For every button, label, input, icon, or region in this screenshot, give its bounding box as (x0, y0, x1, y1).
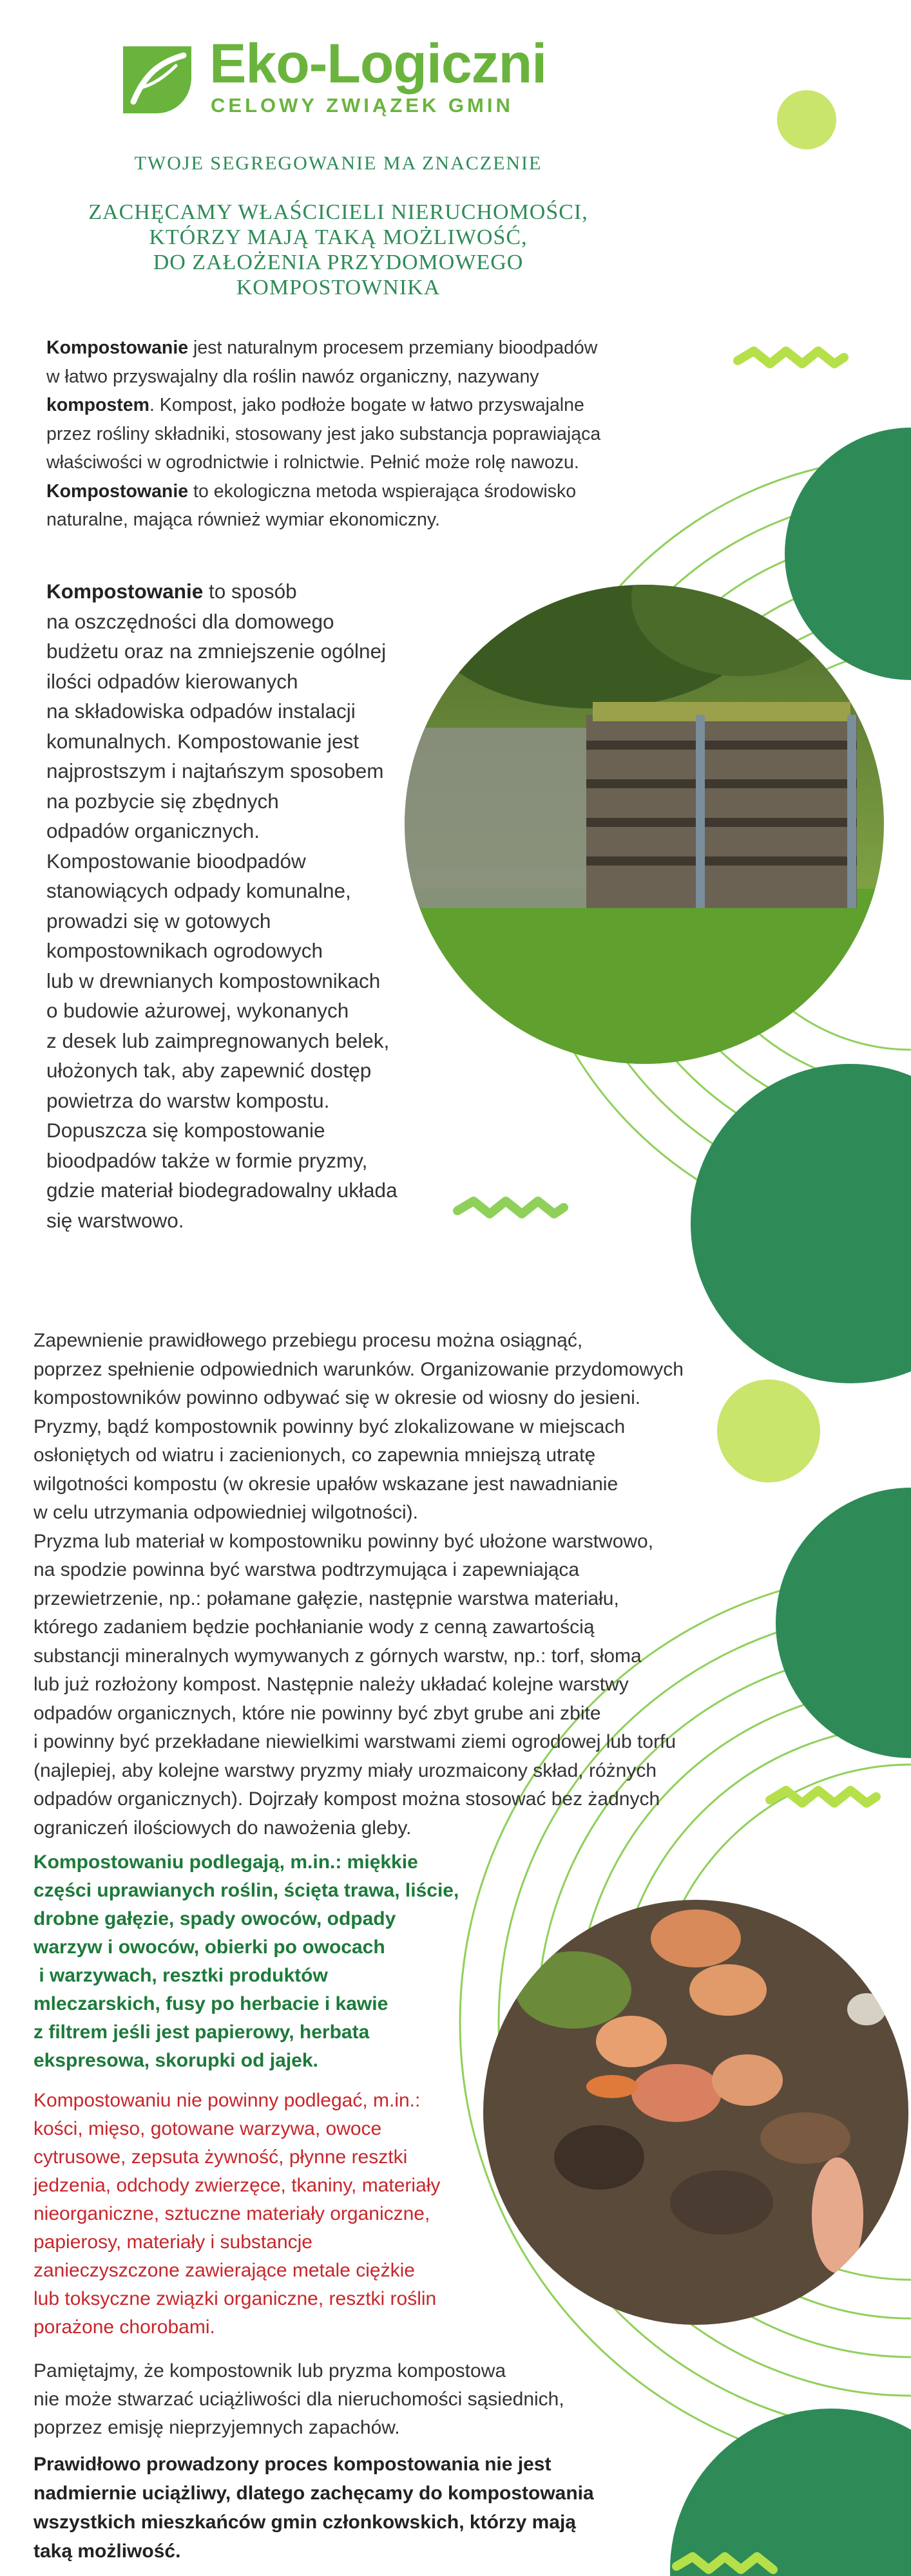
text-line: (najlepiej, aby kolejne warstwy pryzmy miały urozmaicony skład, różnych (34, 1759, 657, 1781)
text-line: Kompostowanie to sposób (46, 580, 297, 603)
bold-term: Kompostowanie (46, 337, 189, 358)
text-line: Pryzma lub materiał w kompostowniku powinny być ułożone warstwowo, (34, 1530, 654, 1552)
text-line: gdzie materiał biodegradowalny układa (46, 1179, 398, 1202)
text-line: nieorganiczne, sztuczne materiały organiczne, (34, 2203, 430, 2224)
text-line: na spodzie powinna być warstwa podtrzymująca i zapewniająca (34, 1559, 580, 1580)
text-line: lub już rozłożony kompost. Następnie należy układać kolejne warstwy (34, 1674, 629, 1695)
text-line: taką możliwość. (34, 2541, 181, 2562)
bold-term: Kompostowanie (46, 480, 189, 502)
text-line: w celu utrzymania odpowiedniej wilgotności). (34, 1502, 418, 1523)
text-line: komunalnych. Kompostowanie jest (46, 729, 360, 753)
headline-line: ZACHĘCAMY WŁAŚCICIELI NIERUCHOMOŚCI, (88, 200, 588, 224)
text-line: kompostem. Kompost, jako podłoże bogate w łatwo przyswajalne (46, 395, 584, 415)
text-line: wszystkich mieszkańców gmin członkowskich, którzy mają (34, 2512, 576, 2533)
text-line: ułożonych tak, aby zapewnić dostęp (46, 1059, 372, 1082)
green-disc-bottom (670, 2409, 911, 2576)
text-line: wilgotności kompostu (w okresie upałów wskazane jest nawadnianie (34, 1473, 619, 1495)
text-line: Kompostowanie bioodpadów (46, 849, 306, 873)
text-line: na oszczędności dla domowego (46, 609, 334, 633)
lime-dot-bottom (717, 1379, 820, 1482)
text-line: i warzywach, resztki produktów (34, 1965, 328, 1986)
text-line: kompostowników powinno odbywać się w okresie od wiosny do jesieni. (34, 1387, 641, 1408)
text-line: drobne gałęzie, spady owoców, odpady (34, 1908, 396, 1929)
green-disc-mid (691, 1064, 911, 1383)
text-line: z filtrem jeśli jest papierowy, herbata (34, 2022, 370, 2043)
lime-dot-top (777, 90, 836, 149)
text-line: zanieczyszczone zawierające metale ciężkie (34, 2260, 415, 2281)
text-line: Kompostowanie jest naturalnym procesem przemiany bioodpadów (46, 337, 598, 358)
text-line: ekspresowa, skorupki od jajek. (34, 2050, 318, 2071)
text-line: Kompostowaniu podlegają, m.in.: miękkie (34, 1852, 418, 1873)
text-line: stanowiących odpady komunalne, (46, 879, 351, 902)
text-line: przewietrzenie, np.: połamane gałęzie, następnie warstwa materiału, (34, 1587, 619, 1609)
text-line: cytrusowe, zepsuta żywność, płynne resztki (34, 2146, 408, 2168)
text-line: Pryzmy, bądź kompostownik powinny być zlokalizowane w miejscach (34, 1416, 626, 1437)
text-line: odpadów organicznych, które nie powinny być zbyt grube ani zbite (34, 1702, 601, 1724)
text-line: w łatwo przyswajalny dla roślin nawóz organiczny, nazywany (46, 366, 539, 387)
text-line: mleczarskich, fusy po herbacie i kawie (34, 1993, 388, 2014)
reminder-paragraph (34, 2357, 564, 2442)
text-line: najprostszym i najtańszym sposobem (46, 759, 384, 782)
intro-paragraph (46, 334, 600, 535)
allowed-waste-list (34, 1848, 459, 2075)
green-disc-lower (776, 1488, 911, 1758)
text-line: jedzenia, odchody zwierzęce, tkaniny, materiały (34, 2175, 441, 2196)
zigzag-top (738, 351, 844, 364)
text-line: kompostownikach ogrodowych (46, 939, 323, 962)
text-line: porażone chorobami. (34, 2316, 215, 2338)
text-line: odpadów organicznych). Dojrzały kompost można stosować bez żadnych (34, 1788, 660, 1810)
savings-paragraph (46, 576, 398, 1235)
text-line: na pozbycie się zbędnych (46, 789, 279, 813)
text-line: odpadów organicznych. (46, 819, 260, 842)
brand-subtitle: CELOWY ZWIĄZEK GMIN (211, 94, 513, 117)
bold-term: kompostem (46, 395, 149, 415)
text-line: Zapewnienie prawidłowego przebiegu procesu można osiągnąć, (34, 1330, 583, 1351)
eyebrow-heading: TWOJE SEGREGOWANIE MA ZNACZENIE (134, 153, 542, 174)
text-line: ograniczeń ilościowych do nawożenia gleby. (34, 1817, 412, 1839)
text-line: właściwości w ogrodnictwie i rolnictwie. Pełnić może rolę nawozu. (46, 452, 579, 473)
headline-line: DO ZAŁOŻENIA PRZYDOMOWEGO (153, 251, 524, 274)
text-line: nadmiernie uciążliwy, dlatego zachęcamy do kompostowania (34, 2483, 594, 2504)
green-disc-top (785, 428, 911, 680)
text-line: warzyw i owoców, obierki po owocach (34, 1937, 385, 1958)
text-line: przez rośliny składniki, stosowany jest jako substancja poprawiająca (46, 423, 601, 444)
text-line: substancji mineralnych wymywanych z górnych warstw, np.: torf, słoma (34, 1645, 642, 1667)
text-line: z desek lub zaimpregnowanych belek, (46, 1028, 390, 1052)
zigzag-mid (457, 1201, 564, 1214)
text-line: lub toksyczne związki organiczne, resztki roślin (34, 2288, 437, 2309)
text-line: bioodpadów także w formie pryzmy, (46, 1148, 368, 1172)
text-line: na składowiska odpadów instalacji (46, 699, 356, 723)
forbidden-waste-list (34, 2087, 440, 2342)
text-line: Prawidłowo prowadzony proces kompostowania nie jest (34, 2454, 551, 2475)
text-line: osłoniętych od wiatru i zacienionych, co zapewnia mniejszą utratę (34, 1444, 596, 1466)
text-line: naturalne, mająca również wymiar ekonomiczny. (46, 509, 440, 530)
process-paragraph (34, 1327, 684, 1842)
text-line: Pamiętajmy, że kompostownik lub pryzma kompostowa (34, 2360, 506, 2382)
closing-paragraph (34, 2450, 594, 2566)
text-line: części uprawianych roślin, ścięta trawa, liście, (34, 1880, 459, 1901)
headline-line: KTÓRZY MAJĄ TAKĄ MOŻLIWOŚĆ, (149, 225, 528, 249)
bold-term: Kompostowanie (46, 580, 204, 603)
text-line: poprzez emisję nieprzyjemnych zapachów. (34, 2417, 400, 2438)
text-line: Dopuszcza się kompostowanie (46, 1119, 325, 1142)
text-line: Kompostowanie to ekologiczna metoda wspierająca środowisko (46, 480, 577, 502)
text-line: lub w drewnianych kompostownikach (46, 969, 381, 992)
brand-name: Eko-Logiczni (209, 33, 547, 95)
main-headline (39, 200, 638, 300)
text-line: i powinny być przekładane niewielkimi warstwami ziemi ogrodowej lub torfu (34, 1731, 676, 1752)
text-line: kości, mięso, gotowane warzywa, owoce (34, 2118, 382, 2139)
brand-logo (119, 33, 583, 124)
text-line: ilości odpadów kierowanych (46, 669, 298, 693)
leaf-icon (119, 40, 197, 117)
text-line: o budowie ażurowej, wykonanych (46, 999, 349, 1022)
text-line: papierosy, materiały i substancje (34, 2231, 312, 2253)
headline-line: KOMPOSTOWNIKA (236, 276, 441, 299)
text-line: budżetu oraz na zmniejszenie ogólnej (46, 639, 387, 663)
text-line: się warstwowo. (46, 1208, 184, 1232)
text-line: prowadzi się w gotowych (46, 909, 271, 933)
text-line: powietrza do warstw kompostu. (46, 1088, 330, 1112)
text-line: nie może stwarzać uciążliwości dla nieruchomości sąsiednich, (34, 2389, 564, 2410)
text-line: poprzez spełnienie odpowiednich warunków. Organizowanie przydomowych (34, 1358, 684, 1380)
text-line: Kompostowaniu nie powinny podlegać, m.in.: (34, 2090, 421, 2111)
text-line: którego zadaniem będzie pochłanianie wody z cenną zawartością (34, 1616, 595, 1638)
